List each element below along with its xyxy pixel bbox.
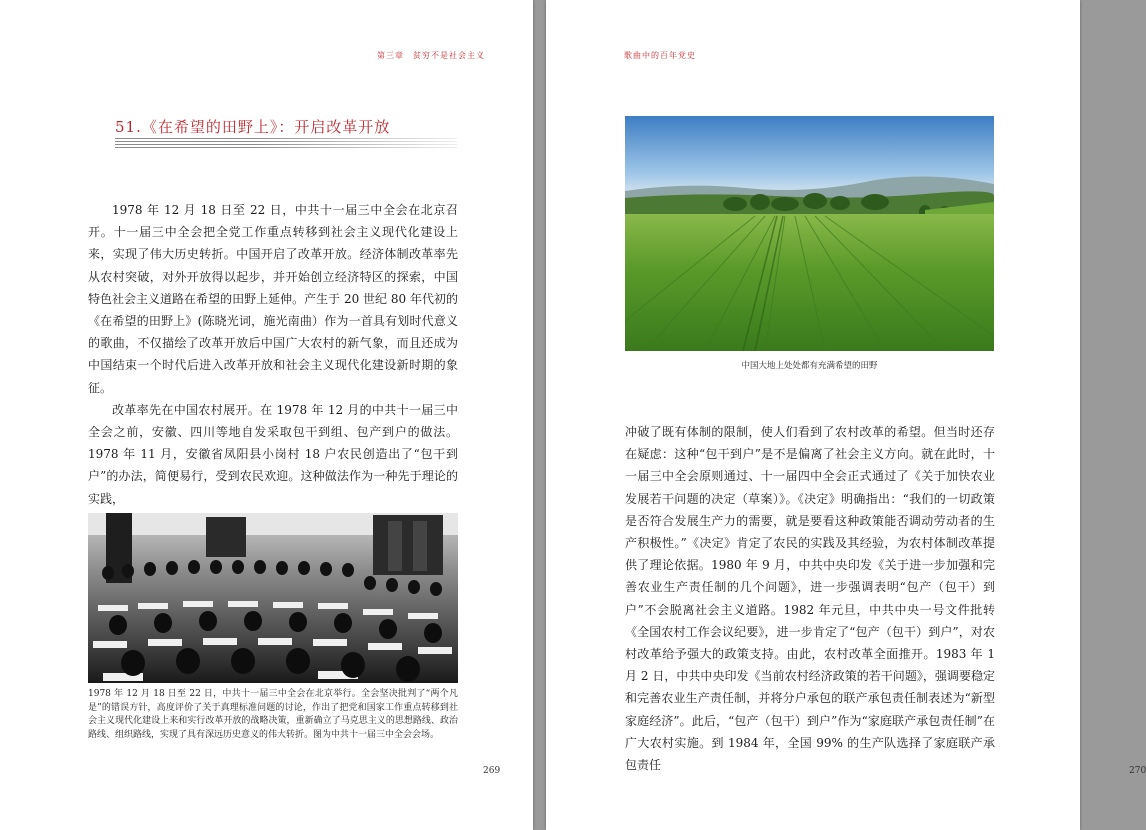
page-number: 269	[483, 766, 501, 776]
body-text	[88, 199, 458, 510]
paragraph: 改革率先在中国农村展开。在 1978 年 12 月的中共十一届三中全会之前，安徽、四川等地自发采取包干到组、包产到户的做法。1978 年 11 月，安徽省凤阳县小岗村 18 户农民创造出了“包干到户”的办法，简便易行，受到农民欢迎。这种做法作为一种先于理论的实践，	[88, 402, 458, 506]
green-field-image	[625, 116, 994, 351]
section-title: 51.《在希望的田野上》：开启改革开放	[115, 118, 391, 136]
running-head: 歌曲中的百年党史	[624, 51, 696, 60]
running-head: 第三章 贫穷不是社会主义	[377, 51, 485, 60]
left-page	[0, 0, 533, 830]
field-photo	[625, 116, 994, 351]
paragraph: 1978 年 12 月 18 日至 22 日，中共十一届三中全会在北京召开。十一届三中全会把全党工作重点转移到社会主义现代化建设上来，实现了伟大历史转折。中国开启了改革开放。经济体制改革率先从农村突破，对外开放得以起步，并开始创立经济特区的探索，中国特色社会主义道路在希望的田野上延伸。产生于 20 世纪 80 年代初的《在希望的田野上》(陈晓光词，施光南曲）作为一首具有划时代意义的歌曲，不仅描绘了改革开放后中国广大农村的新气象，而且还成为中国结束一个时代后进入改革开放和社会主义现代化建设新时期的象征。	[88, 203, 458, 395]
body-text	[625, 421, 995, 776]
photo-caption: 1978 年 12 月 18 日至 22 日，中共十一届三中全会在北京举行。全会坚决批判了“两个凡是”的错误方针，高度评价了关于真理标准问题的讨论，作出了把党和国家工作重点转移到社会主义现代化建设上来和实行改革开放的战略决策，重新确立了马克思主义的思想路线、政治路线、组织路线，实现了具有深远历史意义的伟大转折。图为中共十一届三中全会会场。	[88, 689, 458, 740]
meeting-hall-image	[88, 513, 458, 683]
meeting-hall-photo	[88, 513, 458, 683]
paragraph: 冲破了既有体制的限制，使人们看到了农村改革的希望。但当时还存在疑虑：这种“包干到户”是不是偏离了社会主义方向。就在此时，十一届三中全会原则通过、十一届四中全会正式通过了《关于加快农业发展若干问题的决定（草案）》。《决定》明确指出：“我们的一切政策是否符合发展生产力的需要，就是要看这种政策能否调动劳动者的生产积极性。”《决定》肯定了农民的实践及其经验，为农村体制改革提供了理论依据。1980 年 9 月，中共中央印发《关于进一步加强和完善农业生产责任制的几个问题》，进一步强调表明“包产（包干）到户”不会脱离社会主义道路。1982 年元旦，中共中央一号文件批转《全国农村工作会议纪要》，进一步肯定了“包产（包干）到户”，对农村改革给予强大的政策支持。由此，农村改革全面推开。1983 年 1 月 2 日，中共中央印发《当前农村经济政策的若干问题》，强调要稳定和完善农业生产责任制，并将分户承包的联产承包责任制表述为“新型家庭经济”。此后，“包产（包干）到户”作为“家庭联产承包责任制”在广大农村实施。到 1984 年，全国 99% 的生产队选择了家庭联产承包责任	[625, 425, 995, 773]
photo-caption: 中国大地上处处都有充满希望的田野	[741, 361, 878, 371]
page-number: 270	[1129, 766, 1146, 776]
title-decorative-rule	[115, 138, 457, 150]
